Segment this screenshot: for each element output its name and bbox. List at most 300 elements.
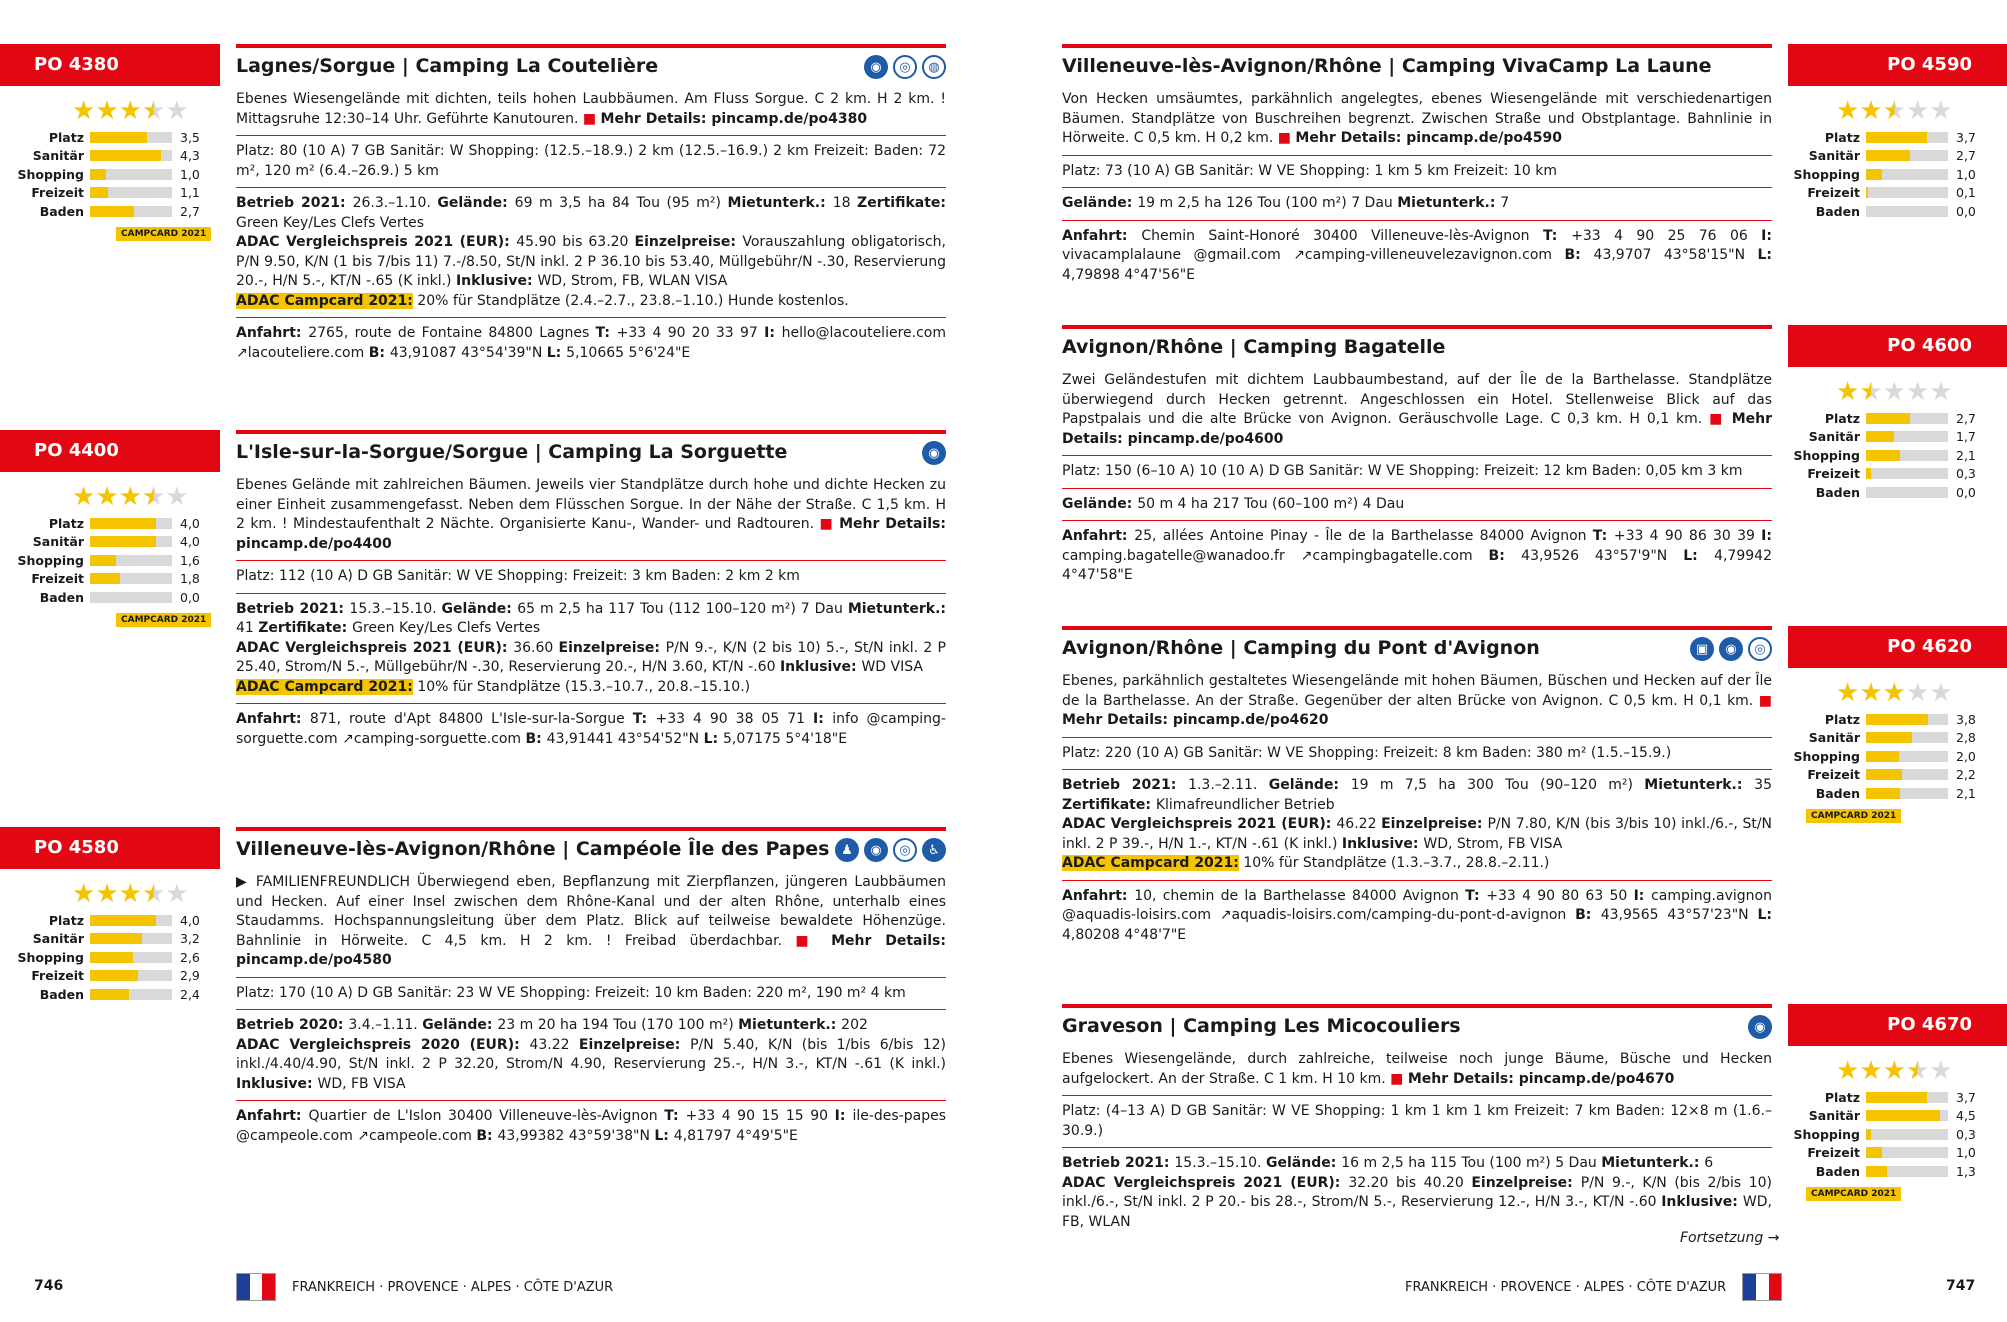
rating-label: Baden bbox=[39, 589, 84, 605]
rating-bar bbox=[90, 592, 172, 603]
field-value: 65 m 2,5 ha 117 Tou (112 100–120 m²) 7 Dau bbox=[517, 600, 848, 617]
directions bbox=[1062, 881, 1772, 952]
phone: +33 4 90 25 76 06 bbox=[1571, 227, 1762, 244]
rating-value: 0,1 bbox=[1956, 185, 1976, 201]
rating-bar bbox=[90, 555, 172, 566]
field-value: 23 m 20 ha 194 Tou (170 100 m²) bbox=[497, 1017, 739, 1033]
rating-label: Freizeit bbox=[1807, 185, 1860, 201]
star-icon: ★ bbox=[1905, 377, 1930, 407]
eye-icon: ◎ bbox=[1748, 637, 1772, 661]
price-label: ADAC Vergleichspreis 2021 (EUR): bbox=[1062, 1174, 1349, 1191]
star-rating bbox=[0, 96, 220, 126]
field-label: Anfahrt: bbox=[236, 711, 310, 727]
more-details-link[interactable]: Mehr Details: pincamp.de/po4670 bbox=[1407, 1070, 1675, 1087]
eye-icon: ◎ bbox=[893, 838, 917, 862]
rating-row bbox=[1776, 483, 2007, 502]
globe-icon: ◉ bbox=[864, 55, 888, 79]
rating-label: Shopping bbox=[17, 552, 84, 568]
campcard-badge: CAMPCARD 2021 bbox=[1806, 1187, 1901, 1201]
continued-note: Fortsetzung → bbox=[1680, 1230, 1780, 1246]
rating-row bbox=[1776, 1162, 2007, 1181]
field-value: 1.3.–2.11. bbox=[1188, 777, 1269, 793]
rating-bar bbox=[1866, 132, 1948, 143]
more-details-link[interactable]: Mehr Details: pincamp.de/po4400 bbox=[236, 516, 946, 552]
rating-value: 2,7 bbox=[180, 203, 200, 219]
price-label: Inklusive: bbox=[1341, 835, 1424, 852]
rating-bar-fill bbox=[90, 555, 116, 566]
field-label: Anfahrt: bbox=[236, 325, 309, 341]
footer-text: FRANKREICH · PROVENCE · ALPES · CÔTE D'AZUR bbox=[292, 1279, 614, 1295]
entry-code: PO 4670 bbox=[1788, 1004, 2007, 1046]
rating-label: Freizeit bbox=[31, 968, 84, 984]
rating-row bbox=[0, 514, 220, 533]
field-value: Klimafreundlicher Betrieb bbox=[1155, 796, 1335, 813]
star-icon: ★ bbox=[1859, 678, 1883, 708]
field-label: Anfahrt: bbox=[1062, 528, 1135, 544]
rating-bar-fill bbox=[1866, 132, 1927, 143]
rating-label: Platz bbox=[48, 912, 84, 928]
rating-label: Sanitär bbox=[32, 931, 84, 947]
square-icon: ■ bbox=[582, 110, 601, 127]
rating-row bbox=[0, 588, 220, 607]
camp-entry bbox=[1062, 1004, 1772, 1238]
rating-bar bbox=[1866, 187, 1948, 198]
rating-bar-fill bbox=[90, 150, 161, 161]
rating-bar bbox=[1866, 450, 1948, 461]
more-details-link[interactable]: Mehr Details: pincamp.de/po4600 bbox=[1062, 411, 1773, 447]
rating-bar-fill bbox=[1866, 1129, 1871, 1140]
star-icon: ★ bbox=[1882, 377, 1906, 407]
rating-value: 0,0 bbox=[1956, 203, 1976, 219]
field-label: Gelände: bbox=[1266, 1155, 1342, 1171]
rating-value: 2,8 bbox=[1956, 730, 1976, 746]
rating-bar bbox=[1866, 732, 1948, 743]
facilities: Platz: 170 (10 A) D GB Sanitär: 23 W VE Shopping: Freizeit: 10 km Baden: 220 m², 190 m² 4 km bbox=[236, 978, 946, 1011]
price-value: P/N 7.80, K/N (bis 3/bis 10) inkl./6.-, St/N inkl. 2 P 39.-, H/N 1.-, KT/N -.61 (K inkl.) bbox=[1062, 816, 1773, 852]
field-label: Anfahrt: bbox=[1062, 887, 1135, 904]
rating-panel bbox=[0, 827, 220, 1004]
rating-bar bbox=[1866, 468, 1948, 479]
rating-row bbox=[0, 184, 220, 203]
address: Chemin Saint-Honoré 30400 Villeneuve-lès-Avignon bbox=[1141, 227, 1543, 244]
address: 2765, route de Fontaine 84800 Lagnes bbox=[308, 325, 596, 341]
web-link[interactable]: ↗lacouteliere.com bbox=[236, 344, 369, 361]
rating-table bbox=[1788, 1088, 2007, 1181]
latitude: 43,91087 43°54'39"N bbox=[389, 344, 547, 361]
footer-text: FRANKREICH · PROVENCE · ALPES · CÔTE D'AZUR bbox=[1405, 1279, 1727, 1295]
field-label: Betrieb 2021: bbox=[236, 600, 350, 617]
field-label: L: bbox=[1757, 907, 1772, 923]
star-icon: ★ bbox=[1905, 678, 1930, 708]
web-link[interactable]: ↗camping-villeneuvelezavignon.com bbox=[1293, 247, 1565, 263]
rating-bar bbox=[90, 150, 172, 161]
star-icon: ★ bbox=[118, 482, 142, 512]
price-label: ADAC Vergleichspreis 2021 (EUR): bbox=[236, 234, 517, 250]
star-rating bbox=[1788, 377, 2007, 407]
entry-code: PO 4580 bbox=[0, 827, 220, 869]
star-icon: ★ bbox=[1836, 678, 1860, 708]
price-label: Einzelpreise: bbox=[1381, 816, 1488, 832]
campcard-badge: CAMPCARD 2021 bbox=[1806, 809, 1901, 823]
more-details-link[interactable]: Mehr Details: pincamp.de/po4380 bbox=[600, 110, 868, 127]
description bbox=[1062, 365, 1772, 456]
square-icon: ■ bbox=[1758, 692, 1772, 709]
rating-value: 2,7 bbox=[1956, 148, 1976, 164]
email-link[interactable]: hello@lacouteliere.com bbox=[781, 325, 946, 341]
rating-value: 3,7 bbox=[1956, 1089, 1976, 1105]
price-label: ADAC Vergleichspreis 2020 (EUR): bbox=[236, 1036, 530, 1053]
rating-value: 1,6 bbox=[180, 552, 200, 568]
rating-value: 2,6 bbox=[180, 949, 200, 965]
more-details-link[interactable]: Mehr Details: pincamp.de/po4590 bbox=[1295, 130, 1562, 146]
wheelchair-icon: ♿ bbox=[922, 838, 946, 862]
price-label: Einzelpreise: bbox=[558, 639, 666, 656]
rating-label: Freizeit bbox=[1807, 1145, 1860, 1161]
star-rating bbox=[0, 482, 220, 512]
directions bbox=[236, 318, 946, 369]
operation-info bbox=[236, 1010, 946, 1101]
rating-table bbox=[0, 911, 220, 1004]
rating-bar bbox=[1866, 1129, 1948, 1140]
star-rating bbox=[1788, 678, 2007, 708]
rating-value: 4,3 bbox=[180, 148, 200, 164]
latitude: 43,9526 43°57'9"N bbox=[1521, 547, 1684, 564]
rating-bar-fill bbox=[90, 989, 129, 1000]
rating-row bbox=[1776, 128, 2007, 147]
web-link[interactable]: ↗camping-sorguette.com bbox=[342, 730, 526, 747]
rating-row bbox=[1776, 409, 2007, 428]
price-value: 36.60 bbox=[513, 639, 559, 656]
description-text: Zwei Geländestufen mit dichtem Laubbaumbestand, auf der Île de la Barthelasse. Standplätze überwiegend durch Hecken getrennt. Angeschlossen ein Hotel. Stellenweise Blick auf das Papstpalais und die alte Brücke von Avignon. Geräuschvolle Lage. C 0,3 km. H 0,1 km. bbox=[1062, 372, 1772, 427]
entry-title: Villeneuve-lès-Avignon/Rhône | Camping VivaCamp La Laune bbox=[1062, 55, 1712, 77]
rating-label: Sanitär bbox=[32, 148, 84, 164]
address: 25, allées Antoine Pinay - Île de la Barthelasse 84000 Avignon bbox=[1134, 528, 1593, 544]
rating-value: 2,1 bbox=[1956, 447, 1976, 463]
rating-bar bbox=[1866, 1147, 1948, 1158]
price-value: WD, Strom, FB, WLAN VISA bbox=[537, 273, 728, 289]
rating-bar-fill bbox=[1866, 450, 1900, 461]
rating-bar bbox=[90, 187, 172, 198]
rating-bar bbox=[90, 206, 172, 217]
field-value: 50 m 4 ha 217 Tou (60–100 m²) 4 Dau bbox=[1137, 495, 1405, 512]
rating-row bbox=[1776, 1125, 2007, 1144]
rating-table bbox=[1788, 128, 2007, 221]
camp-entry bbox=[1062, 325, 1772, 592]
star-icon: ★ bbox=[165, 879, 189, 909]
rating-bar-fill bbox=[90, 933, 142, 944]
field-label: Betrieb 2020: bbox=[236, 1017, 349, 1033]
rating-bar bbox=[90, 518, 172, 529]
entry-title: Avignon/Rhône | Camping Bagatelle bbox=[1062, 336, 1446, 358]
rating-value: 0,3 bbox=[1956, 466, 1976, 482]
price-label: Inklusive: bbox=[1661, 1194, 1743, 1210]
rating-bar-fill bbox=[90, 132, 147, 143]
field-label: Gelände: bbox=[422, 1017, 498, 1033]
field-label: Mietunterk.: bbox=[727, 195, 833, 211]
star-icon: ★ bbox=[118, 879, 142, 909]
rating-row bbox=[0, 967, 220, 986]
more-details-link[interactable]: Mehr Details: pincamp.de/po4620 bbox=[1062, 712, 1329, 728]
rating-bar-fill bbox=[90, 536, 156, 547]
star-icon: ★ bbox=[72, 482, 96, 512]
field-label: I: bbox=[834, 1108, 853, 1124]
operation-info bbox=[1062, 1148, 1772, 1238]
field-value: 19 m 2,5 ha 126 Tou (100 m²) 7 Dau bbox=[1137, 195, 1398, 211]
facilities: Platz: 150 (6–10 A) 10 (10 A) D GB Sanitär: W VE Shopping: Freizeit: 12 km Baden: 0,05 km 3 km bbox=[1062, 456, 1772, 489]
rating-label: Baden bbox=[1815, 203, 1860, 219]
rating-value: 2,7 bbox=[1956, 410, 1976, 426]
field-label: Zertifikate: bbox=[1062, 796, 1156, 813]
email-link[interactable]: ile-des-papes @campeole.com bbox=[236, 1108, 946, 1144]
rating-row bbox=[1776, 710, 2007, 729]
star-icon: ★ bbox=[165, 482, 189, 512]
price-value: WD, FB VISA bbox=[317, 1075, 406, 1092]
latitude: 43,91441 43°54'52"N bbox=[546, 730, 704, 747]
rating-row bbox=[1776, 766, 2007, 785]
rating-label: Platz bbox=[48, 129, 84, 145]
rating-value: 1,0 bbox=[1956, 1145, 1976, 1161]
field-label: Mietunterk.: bbox=[847, 600, 946, 617]
rating-value: 2,2 bbox=[1956, 767, 1976, 783]
facilities: Platz: 112 (10 A) D GB Sanitär: W VE Shopping: Freizeit: 3 km Baden: 2 km 2 km bbox=[236, 561, 946, 594]
operation-info bbox=[1062, 489, 1772, 522]
field-label: I: bbox=[1761, 528, 1772, 544]
square-icon: ■ bbox=[819, 516, 840, 532]
operation-info bbox=[236, 594, 946, 705]
page-number: 747 bbox=[1946, 1278, 1976, 1294]
rating-row bbox=[1776, 729, 2007, 748]
rating-label: Sanitär bbox=[32, 534, 84, 550]
rating-bar bbox=[1866, 431, 1948, 442]
campcard-badge: CAMPCARD 2021 bbox=[116, 613, 211, 627]
globe-icon: ◉ bbox=[922, 441, 946, 465]
rating-row bbox=[1776, 184, 2007, 203]
star-icon: ★ bbox=[95, 482, 119, 512]
campcard-detail: 20% für Standplätze (2.4.–2.7., 23.8.–1.10.) Hunde kostenlos. bbox=[412, 292, 849, 309]
description-text: Ebenes, parkähnlich gestaltetes Wiesengelände mit hohen Bäumen, Büschen und Hecken auf der Île de la Barthelasse. An der Straße. Gegenüber der alten Brücke von Avignon. C 0,5 km. H 0,1 km. bbox=[1062, 673, 1772, 709]
rating-value: 1,3 bbox=[1956, 1163, 1976, 1179]
description-text: Ebenes Wiesengelände mit dichten, teils hohen Laubbäumen. Am Fluss Sorgue. C 2 km. H 2 km. ! Mittagsruhe 12:30–14 Uhr. Geführte Kanutouren. bbox=[236, 91, 946, 127]
star-icon: ★ bbox=[1836, 1056, 1860, 1086]
field-label: B: bbox=[525, 730, 547, 747]
field-value: 16 m 2,5 ha 115 Tou (100 m²) 5 Dau bbox=[1341, 1155, 1602, 1171]
price-label: Inklusive: bbox=[455, 273, 538, 289]
facilities: Platz: 80 (10 A) 7 GB Sanitär: W Shopping: (12.5.–18.9.) 2 km (12.5.–16.9.) 2 km Freizeit: Baden: 72 m², 120 m² (6.4.–26.9.) 5 km bbox=[236, 136, 946, 188]
field-label: Gelände: bbox=[1062, 495, 1138, 512]
rating-bar bbox=[1866, 769, 1948, 780]
email-link[interactable]: vivacamplalaune @gmail.com bbox=[1062, 247, 1294, 263]
rating-bar-fill bbox=[90, 970, 138, 981]
longitude: 4,80208 4°48'7"E bbox=[1062, 926, 1187, 943]
facilities: Platz: 220 (10 A) GB Sanitär: W VE Shopping: Freizeit: 8 km Baden: 380 m² (1.5.–15.9.) bbox=[1062, 738, 1772, 771]
camp-entry bbox=[236, 827, 946, 1152]
operation-info bbox=[1062, 770, 1772, 881]
rating-bar-fill bbox=[1866, 431, 1894, 442]
entry-code: PO 4600 bbox=[1788, 325, 2007, 367]
rating-row bbox=[0, 911, 220, 930]
feature-icons bbox=[1748, 1015, 1772, 1039]
rating-bar bbox=[1866, 206, 1948, 217]
field-label: L: bbox=[703, 730, 723, 747]
rating-row bbox=[1776, 784, 2007, 803]
price-label: Einzelpreise: bbox=[1471, 1174, 1581, 1191]
rating-label: Shopping bbox=[1793, 748, 1860, 764]
entry-title: Graveson | Camping Les Micocouliers bbox=[1062, 1015, 1461, 1037]
rating-row bbox=[1776, 428, 2007, 447]
phone: +33 4 90 20 33 97 bbox=[616, 325, 765, 341]
rating-bar-fill bbox=[90, 169, 106, 180]
rating-table bbox=[1788, 409, 2007, 502]
rating-bar-fill bbox=[1866, 169, 1882, 180]
campcard-detail: 10% für Standplätze (15.3.–10.7., 20.8.–15.10.) bbox=[412, 678, 751, 695]
field-label: Mietunterk.: bbox=[1644, 777, 1755, 793]
field-value: 18 bbox=[832, 195, 858, 211]
rating-label: Sanitär bbox=[1808, 429, 1860, 445]
field-value: 69 m 3,5 ha 84 Tou (95 m²) bbox=[514, 195, 728, 211]
field-label: Zertifikate: bbox=[258, 620, 353, 636]
flag-icon bbox=[1742, 1273, 1782, 1301]
rating-value: 1,8 bbox=[180, 571, 200, 587]
rating-row bbox=[1776, 1088, 2007, 1107]
description-text: Von Hecken umsäumtes, parkähnlich angelegtes, ebenes Wiesengelände mit verschiedenartigen Bäumen. Standplätze von Buschreihen begrenzt. Zwischen Straße und Obstplantage. Bahnlinie in Hörweite. C 0,5 km. H 0,2 km. bbox=[1062, 91, 1772, 146]
more-details-link[interactable]: Mehr Details: pincamp.de/po4580 bbox=[236, 932, 946, 968]
star-icon: ★ bbox=[72, 879, 96, 909]
price-value: WD, Strom, FB VISA bbox=[1423, 835, 1563, 852]
rating-label: Freizeit bbox=[1807, 767, 1860, 783]
rating-bar bbox=[90, 536, 172, 547]
rating-bar bbox=[1866, 714, 1948, 725]
description bbox=[236, 470, 946, 561]
web-link[interactable]: ↗aquadis-loisirs.com/camping-du-pont-d-avignon bbox=[1219, 907, 1576, 923]
field-label: L: bbox=[654, 1127, 674, 1144]
price-label: Inklusive: bbox=[779, 659, 862, 675]
rating-bar bbox=[90, 169, 172, 180]
longitude: 5,10665 5°6'24"E bbox=[566, 344, 691, 361]
price-label: ADAC Vergleichspreis 2021 (EUR): bbox=[1062, 816, 1337, 832]
price-value: P/N 9.-, K/N (bis 2/bis 10) inkl./6.-, St/N inkl. 2 P 20.- bis 28.-, Strom/N 5.-, Reservierung 12.-, H/N 3.-, KT/N -.60 bbox=[1062, 1174, 1772, 1210]
rating-label: Platz bbox=[1824, 711, 1860, 727]
rating-bar bbox=[90, 132, 172, 143]
rating-value: 4,0 bbox=[180, 534, 200, 550]
rating-value: 0,0 bbox=[1956, 484, 1976, 500]
square-icon: ■ bbox=[1390, 1070, 1408, 1087]
price-value: P/N 5.40, K/N (bis 1/bis 6/bis 12) inkl./4.40/4.90, St/N inkl. 2 P 32.20, Strom/N 4.90, Reservierung 25.-, H/N 3.-, KT/N -.61 (K inkl.) bbox=[236, 1036, 947, 1072]
rating-value: 0,0 bbox=[180, 589, 200, 605]
description-text: Ebenes Gelände mit zahlreichen Bäumen. Jeweils vier Standplätze durch hohe und dichte Hecken zu einer Einheit zusammengefasst. Neben dem Flüsschen Sorgue. In der Nähe der Straße. C 1,5 km. H 2 km. ! Mindestaufenthalt 2 Nächte. Organisierte Kanu-, Wander- und Radtouren. bbox=[236, 477, 946, 532]
star-icon: ★ bbox=[1882, 678, 1906, 708]
field-label: Gelände: bbox=[1062, 195, 1138, 211]
email-link[interactable]: camping.bagatelle@wanadoo.fr bbox=[1062, 547, 1301, 564]
rating-bar bbox=[1866, 487, 1948, 498]
entry-title: Avignon/Rhône | Camping du Pont d'Avignon bbox=[1062, 637, 1540, 659]
rating-panel bbox=[0, 44, 220, 241]
rating-row bbox=[0, 202, 220, 221]
rating-row bbox=[0, 147, 220, 166]
rating-label: Baden bbox=[39, 203, 84, 219]
rating-value: 1,0 bbox=[180, 166, 200, 182]
rating-row bbox=[1776, 147, 2007, 166]
rating-row bbox=[1776, 165, 2007, 184]
email-link[interactable]: camping.avignon @aquadis-loisirs.com bbox=[1062, 887, 1772, 923]
rating-row bbox=[1776, 747, 2007, 766]
field-label: I: bbox=[764, 325, 782, 341]
rating-value: 3,8 bbox=[1956, 711, 1976, 727]
star-icon: ★ bbox=[1905, 1056, 1930, 1086]
field-label: Betrieb 2021: bbox=[1062, 777, 1189, 793]
rating-bar-fill bbox=[1866, 1147, 1882, 1158]
web-link[interactable]: ↗campingbagatelle.com bbox=[1300, 547, 1489, 564]
page-footer bbox=[236, 1272, 613, 1302]
star-icon: ★ bbox=[1929, 1056, 1953, 1086]
rating-panel bbox=[0, 430, 220, 627]
rating-bar bbox=[1866, 751, 1948, 762]
description bbox=[1062, 666, 1772, 738]
rating-row bbox=[0, 165, 220, 184]
phone: +33 4 90 80 63 50 bbox=[1486, 887, 1634, 904]
facilities: Platz: (4–13 A) D GB Sanitär: W VE Shopping: 1 km 1 km 1 km Freizeit: 7 km Baden: 12×8 m (1.6.–30.9.) bbox=[1062, 1096, 1772, 1148]
rating-bar-fill bbox=[90, 187, 108, 198]
field-label: Gelände: bbox=[437, 195, 515, 211]
campcard-badge: CAMPCARD 2021 bbox=[116, 227, 211, 241]
star-rating bbox=[0, 879, 220, 909]
drop-icon: ◍ bbox=[922, 55, 946, 79]
field-value: 35 bbox=[1754, 777, 1772, 793]
operation-info bbox=[236, 188, 946, 318]
star-icon: ★ bbox=[141, 879, 166, 909]
directions bbox=[1062, 221, 1772, 292]
rating-bar bbox=[1866, 1110, 1948, 1121]
feature-icons bbox=[864, 55, 946, 79]
description-text: Ebenes Wiesengelände, durch zahlreiche, teilweise noch junge Bäume, Büsche und Hecken aufgelockert. An der Straße. C 1 km. H 10 km. bbox=[1062, 1051, 1772, 1087]
entry-title: L'Isle-sur-la-Sorgue/Sorgue | Camping La Sorguette bbox=[236, 441, 788, 463]
star-icon: ★ bbox=[1859, 377, 1883, 407]
rating-row bbox=[0, 985, 220, 1004]
rating-row bbox=[1776, 465, 2007, 484]
camp-entry bbox=[236, 44, 946, 369]
star-icon: ★ bbox=[95, 96, 119, 126]
price-value: 32.20 bis 40.20 bbox=[1348, 1174, 1472, 1191]
globe-icon: ◉ bbox=[864, 838, 888, 862]
rating-label: Platz bbox=[1824, 1089, 1860, 1105]
rating-row bbox=[0, 551, 220, 570]
facilities: Platz: 73 (10 A) GB Sanitär: W VE Shopping: 1 km 5 km Freizeit: 10 km bbox=[1062, 156, 1772, 189]
rating-value: 1,1 bbox=[180, 185, 200, 201]
field-value: 3.4.–1.11. bbox=[348, 1017, 423, 1033]
rating-label: Platz bbox=[1824, 410, 1860, 426]
rating-panel bbox=[1788, 325, 2007, 502]
star-icon: ★ bbox=[141, 96, 166, 126]
entry-title-row bbox=[236, 430, 946, 470]
field-value: 19 m 7,5 ha 300 Tou (90–120 m²) bbox=[1350, 777, 1645, 793]
rating-bar-fill bbox=[90, 952, 133, 963]
square-icon: ■ bbox=[1277, 130, 1296, 146]
campcard-label: ADAC Campcard 2021: bbox=[236, 678, 413, 695]
email-link[interactable]: info @camping-sorguette.com bbox=[236, 711, 946, 747]
phone: +33 4 90 15 15 90 bbox=[685, 1108, 835, 1124]
field-label: T: bbox=[664, 1108, 686, 1124]
phone: +33 4 90 38 05 71 bbox=[655, 711, 814, 727]
star-icon: ★ bbox=[1836, 377, 1860, 407]
rating-bar bbox=[1866, 413, 1948, 424]
rating-bar bbox=[1866, 1092, 1948, 1103]
longitude: 4,79942 4°47'58"E bbox=[1062, 547, 1772, 583]
rating-row bbox=[0, 948, 220, 967]
web-link[interactable]: ↗campeole.com bbox=[357, 1127, 477, 1144]
rating-value: 4,5 bbox=[1956, 1108, 1976, 1124]
rating-bar-fill bbox=[1866, 468, 1871, 479]
rating-value: 3,2 bbox=[180, 931, 200, 947]
eye-icon: ◎ bbox=[893, 55, 917, 79]
